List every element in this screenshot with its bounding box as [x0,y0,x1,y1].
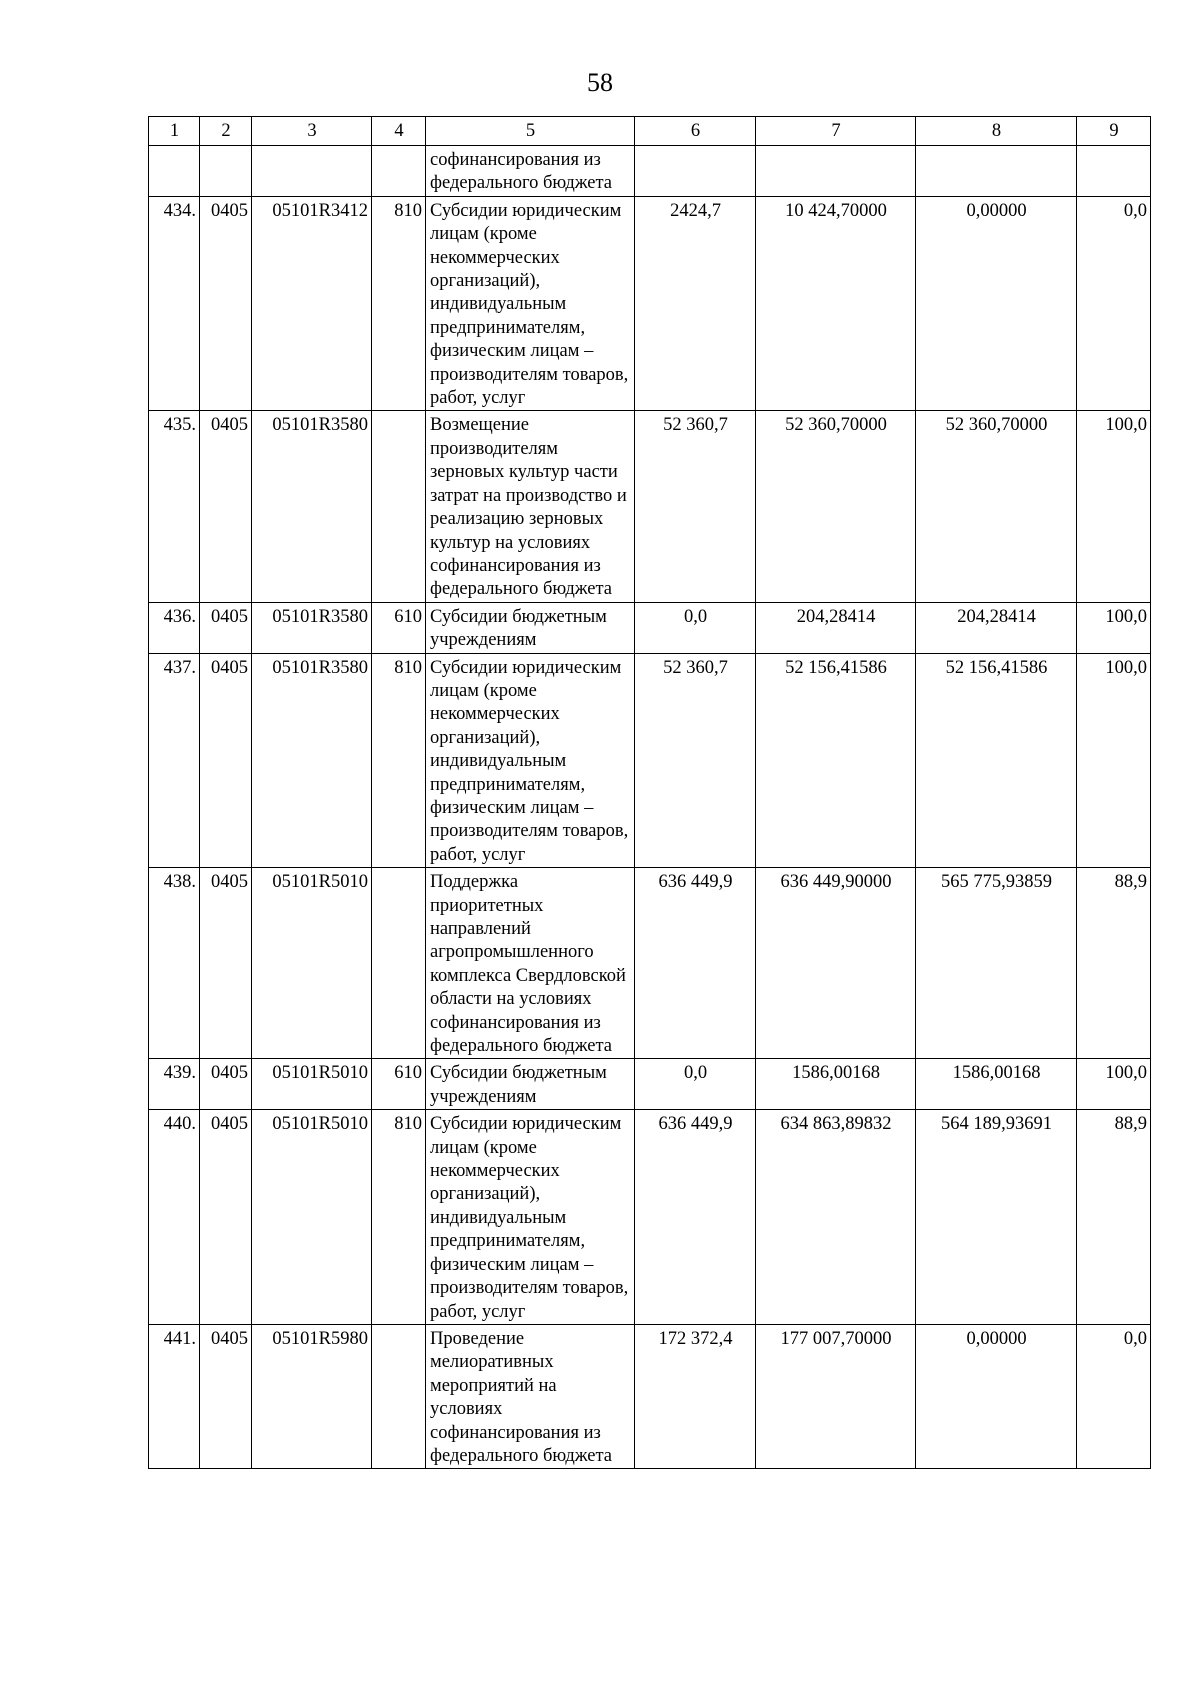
percent-value: 88,9 [1077,868,1151,1059]
value-col-6: 2424,7 [635,196,756,411]
col-header-7: 7 [756,117,916,146]
row-number: 434. [149,196,200,411]
section-code: 0405 [200,1059,252,1110]
target-code: 05101R3580 [252,653,372,868]
value-col-8 [916,146,1077,197]
item-name: Субсидии юридическим лицам (кроме некоммерческих организаций), индивидуальным предпринимателям, физическим лицам – производителям товаров, работ, услуг [426,196,635,411]
value-col-7: 204,28414 [756,602,916,653]
value-col-6 [635,146,756,197]
expense-type [372,411,426,602]
value-col-6: 172 372,4 [635,1324,756,1468]
col-header-8: 8 [916,117,1077,146]
table-row [149,146,1151,197]
value-col-6: 636 449,9 [635,868,756,1059]
page-number: 58 [587,68,613,97]
section-code: 0405 [200,1110,252,1325]
row-number: 441. [149,1324,200,1468]
expense-type: 610 [372,1059,426,1110]
value-col-7: 1586,00168 [756,1059,916,1110]
row-number: 439. [149,1059,200,1110]
col-header-4: 4 [372,117,426,146]
percent-value: 100,0 [1077,411,1151,602]
target-code: 05101R5010 [252,1110,372,1325]
expense-type: 810 [372,196,426,411]
value-col-7: 52 156,41586 [756,653,916,868]
table-row [149,653,1151,868]
row-number: 437. [149,653,200,868]
percent-value: 0,0 [1077,196,1151,411]
expense-type [372,1324,426,1468]
value-col-8: 52 156,41586 [916,653,1077,868]
table-row [149,411,1151,602]
table-row [149,602,1151,653]
table-body [149,146,1151,1469]
percent-value: 88,9 [1077,1110,1151,1325]
col-header-6: 6 [635,117,756,146]
item-name: Субсидии бюджетным учреждениям [426,602,635,653]
target-code: 05101R3580 [252,602,372,653]
value-col-8: 0,00000 [916,196,1077,411]
target-code [252,146,372,197]
expense-type [372,146,426,197]
target-code: 05101R3580 [252,411,372,602]
item-name: Поддержка приоритетных направлений агропромышленного комплекса Свердловской области на условиях софинансирования из федерального бюджета [426,868,635,1059]
target-code: 05101R3412 [252,196,372,411]
item-name: софинансирования из федерального бюджета [426,146,635,197]
row-number: 435. [149,411,200,602]
value-col-6: 0,0 [635,602,756,653]
value-col-7: 10 424,70000 [756,196,916,411]
value-col-8: 52 360,70000 [916,411,1077,602]
value-col-8: 1586,00168 [916,1059,1077,1110]
col-header-5: 5 [426,117,635,146]
header-row [149,117,1151,146]
target-code: 05101R5010 [252,868,372,1059]
expense-type [372,868,426,1059]
section-code: 0405 [200,868,252,1059]
table-row [149,868,1151,1059]
row-number: 436. [149,602,200,653]
row-number: 438. [149,868,200,1059]
percent-value: 100,0 [1077,1059,1151,1110]
expense-type: 810 [372,1110,426,1325]
row-number: 440. [149,1110,200,1325]
value-col-6: 0,0 [635,1059,756,1110]
item-name: Возмещение производителям зерновых культур части затрат на производство и реализацию зерновых культур на условиях софинансирования из федерального бюджета [426,411,635,602]
value-col-6: 636 449,9 [635,1110,756,1325]
value-col-8: 204,28414 [916,602,1077,653]
value-col-6: 52 360,7 [635,653,756,868]
table-row [149,1110,1151,1325]
target-code: 05101R5980 [252,1324,372,1468]
section-code: 0405 [200,196,252,411]
section-code: 0405 [200,1324,252,1468]
item-name: Субсидии юридическим лицам (кроме некоммерческих организаций), индивидуальным предпринимателям, физическим лицам – производителям товаров, работ, услуг [426,1110,635,1325]
table-header [149,117,1151,146]
table-row [149,1059,1151,1110]
expense-type: 810 [372,653,426,868]
percent-value: 100,0 [1077,602,1151,653]
value-col-6: 52 360,7 [635,411,756,602]
value-col-7: 52 360,70000 [756,411,916,602]
row-number [149,146,200,197]
section-code: 0405 [200,411,252,602]
value-col-7: 177 007,70000 [756,1324,916,1468]
section-code [200,146,252,197]
section-code: 0405 [200,602,252,653]
col-header-3: 3 [252,117,372,146]
col-header-2: 2 [200,117,252,146]
item-name: Субсидии бюджетным учреждениям [426,1059,635,1110]
item-name: Субсидии юридическим лицам (кроме некоммерческих организаций), индивидуальным предпринимателям, физическим лицам – производителям товаров, работ, услуг [426,653,635,868]
expense-type: 610 [372,602,426,653]
value-col-7: 636 449,90000 [756,868,916,1059]
percent-value: 100,0 [1077,653,1151,868]
percent-value: 0,0 [1077,1324,1151,1468]
col-header-1: 1 [149,117,200,146]
col-header-9: 9 [1077,117,1151,146]
value-col-8: 565 775,93859 [916,868,1077,1059]
target-code: 05101R5010 [252,1059,372,1110]
percent-value [1077,146,1151,197]
section-code: 0405 [200,653,252,868]
value-col-8: 0,00000 [916,1324,1077,1468]
table-row [149,1324,1151,1468]
budget-table [148,116,1151,1469]
value-col-7: 634 863,89832 [756,1110,916,1325]
item-name: Проведение мелиоративных мероприятий на условиях софинансирования из федерального бюджета [426,1324,635,1468]
value-col-7 [756,146,916,197]
table-row [149,196,1151,411]
value-col-8: 564 189,93691 [916,1110,1077,1325]
